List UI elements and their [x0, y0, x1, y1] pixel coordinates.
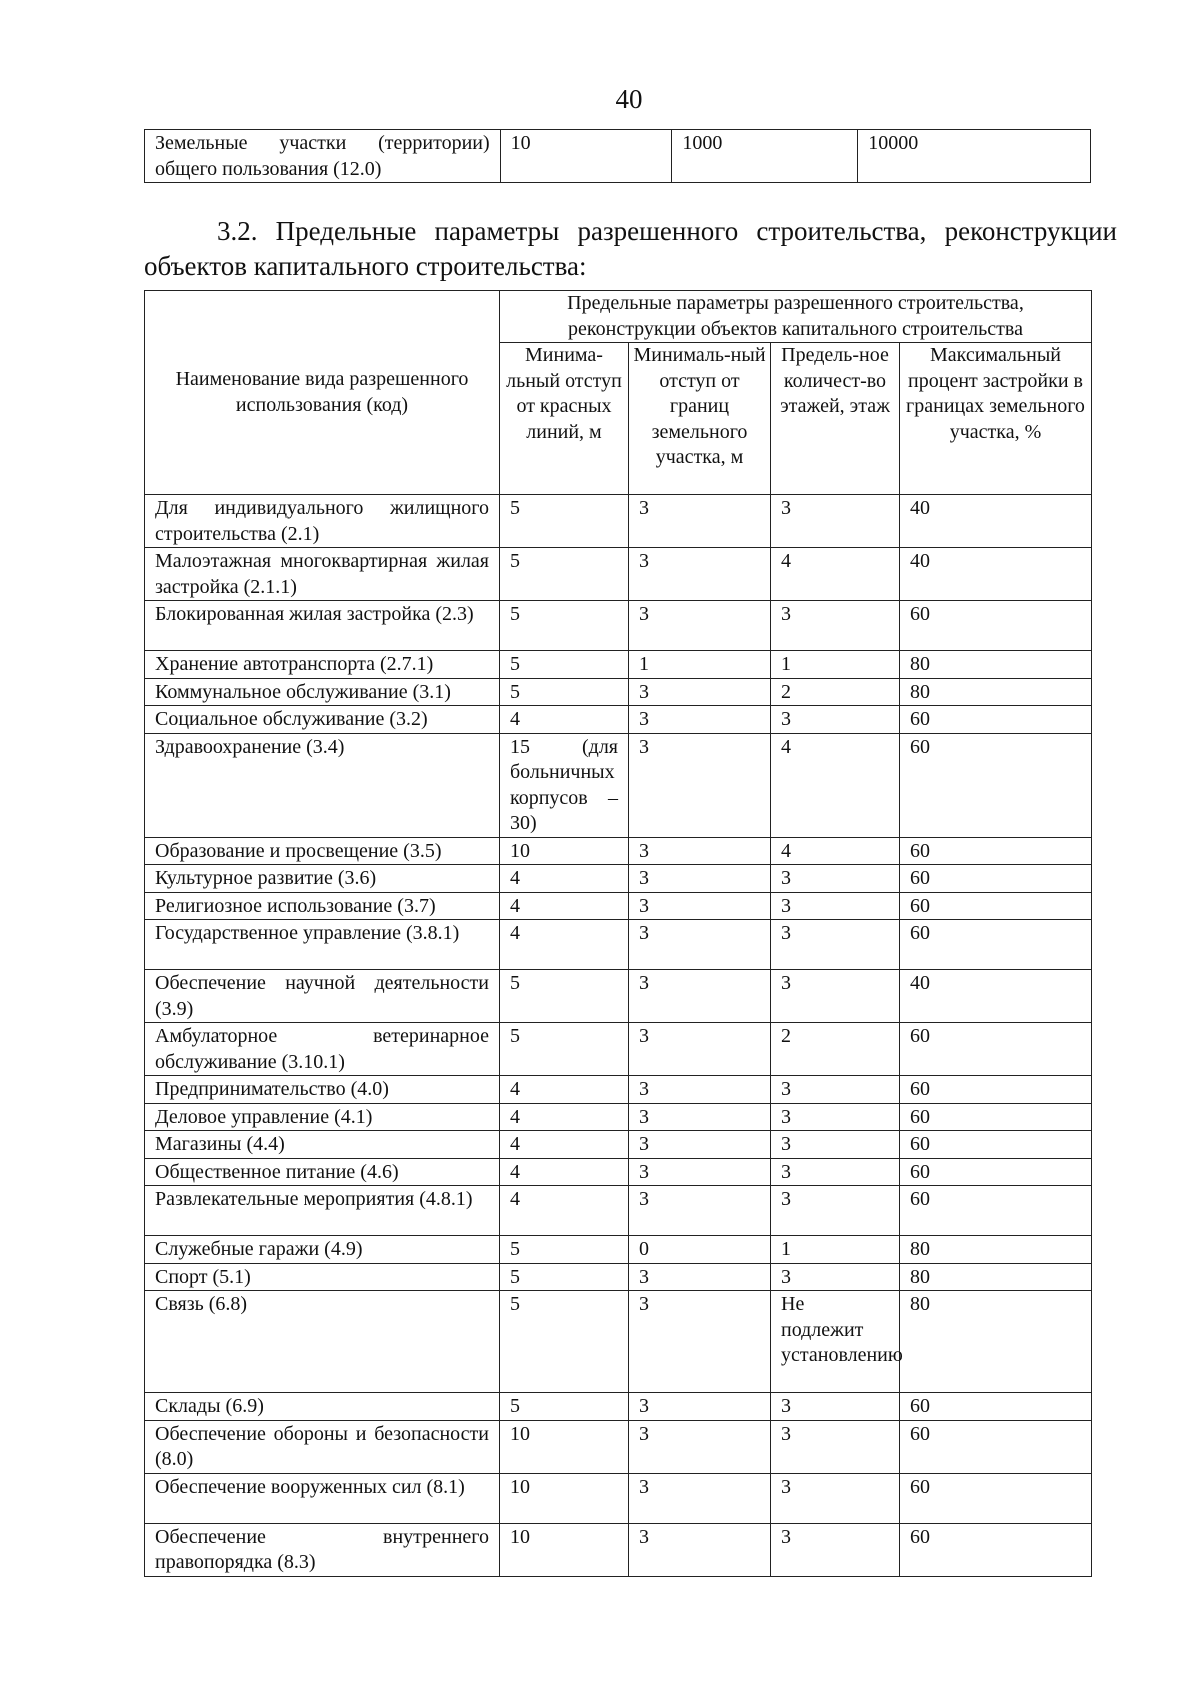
- cell-value: 4: [771, 837, 900, 865]
- cell-value: 5: [500, 1291, 629, 1393]
- cell-value: 3: [629, 892, 771, 920]
- table-row: [145, 892, 1092, 920]
- cell-name: Земельные участки (территории) общего пользования (12.0): [145, 130, 501, 183]
- cell-value: 3: [771, 601, 900, 651]
- cell-value: 15 (для больничных корпусов – 30): [500, 733, 629, 837]
- table-row: [145, 1393, 1092, 1421]
- header-min-red-line: Минима-льный отступ от красных линий, м: [500, 343, 629, 495]
- table-row: [145, 865, 1092, 893]
- cell-use-name: Спорт (5.1): [145, 1263, 500, 1291]
- cell-value: 1: [771, 651, 900, 679]
- cell-value: 3: [629, 706, 771, 734]
- cell-value: 3: [629, 1420, 771, 1473]
- cell-value: 4: [500, 865, 629, 893]
- table-row: [145, 1236, 1092, 1264]
- cell-use-name: Обеспечение научной деятельности (3.9): [145, 970, 500, 1023]
- header-max-floors: Предель-ное количест-во этажей, этаж: [771, 343, 900, 495]
- cell-value: 60: [900, 1420, 1092, 1473]
- cell-value: 3: [629, 1263, 771, 1291]
- table-row: [145, 548, 1092, 601]
- cell-value: 3: [629, 837, 771, 865]
- table-header-row: [145, 291, 1092, 343]
- cell-value: 60: [900, 1393, 1092, 1421]
- cell-value: 5: [500, 970, 629, 1023]
- cell-value: 3: [771, 865, 900, 893]
- cell-value: 1000: [672, 130, 858, 183]
- cell-value: 60: [900, 601, 1092, 651]
- table-row: [145, 706, 1092, 734]
- cell-use-name: Обеспечение вооруженных сил (8.1): [145, 1473, 500, 1523]
- cell-use-name: Образование и просвещение (3.5): [145, 837, 500, 865]
- cell-use-name: Социальное обслуживание (3.2): [145, 706, 500, 734]
- cell-value: 60: [900, 920, 1092, 970]
- table-row: [145, 1186, 1092, 1236]
- cell-value: 4: [500, 1103, 629, 1131]
- cell-value: 40: [900, 495, 1092, 548]
- table-row: [145, 1291, 1092, 1393]
- cell-use-name: Культурное развитие (3.6): [145, 865, 500, 893]
- cell-value: 60: [900, 865, 1092, 893]
- table-row: [145, 970, 1092, 1023]
- header-name-column: Наименование вида разрешенного использования (код): [145, 291, 500, 495]
- cell-value: 3: [629, 1473, 771, 1523]
- cell-use-name: Магазины (4.4): [145, 1131, 500, 1159]
- cell-value: 40: [900, 548, 1092, 601]
- cell-value: 3: [771, 1393, 900, 1421]
- cell-value: 4: [500, 1158, 629, 1186]
- cell-value: 10: [500, 1420, 629, 1473]
- cell-value: 60: [900, 1473, 1092, 1523]
- cell-value: 4: [500, 892, 629, 920]
- table-row: [145, 1103, 1092, 1131]
- table-row: [145, 1523, 1092, 1576]
- cell-use-name: Общественное питание (4.6): [145, 1158, 500, 1186]
- cell-value: 2: [771, 678, 900, 706]
- cell-value: 60: [900, 1186, 1092, 1236]
- cell-value: Не подлежит установлению: [771, 1291, 900, 1393]
- cell-value: 10: [500, 1473, 629, 1523]
- cell-value: 3: [771, 495, 900, 548]
- header-max-coverage: Максимальный процент застройки в границах земельного участка, %: [900, 343, 1092, 495]
- cell-use-name: Обеспечение обороны и безопасности (8.0): [145, 1420, 500, 1473]
- table-row: [145, 495, 1092, 548]
- cell-value: 3: [629, 1158, 771, 1186]
- cell-value: 4: [500, 1186, 629, 1236]
- cell-value: 3: [629, 1523, 771, 1576]
- cell-value: 3: [771, 1103, 900, 1131]
- cell-value: 3: [771, 706, 900, 734]
- cell-use-name: Связь (6.8): [145, 1291, 500, 1393]
- cell-value: 5: [500, 1023, 629, 1076]
- cell-value: 80: [900, 678, 1092, 706]
- cell-value: 3: [629, 678, 771, 706]
- cell-value: 60: [900, 837, 1092, 865]
- cell-value: 10: [500, 1523, 629, 1576]
- cell-use-name: Обеспечение внутреннего правопорядка (8.3): [145, 1523, 500, 1576]
- cell-value: 5: [500, 1393, 629, 1421]
- cell-use-name: Государственное управление (3.8.1): [145, 920, 500, 970]
- cell-value: 60: [900, 1158, 1092, 1186]
- table-row: [145, 678, 1092, 706]
- cell-value: 60: [900, 1103, 1092, 1131]
- cell-use-name: Деловое управление (4.1): [145, 1103, 500, 1131]
- cell-value: 3: [629, 1076, 771, 1104]
- cell-value: 80: [900, 1291, 1092, 1393]
- cell-value: 5: [500, 651, 629, 679]
- cell-value: 3: [771, 1473, 900, 1523]
- table-row: [145, 130, 1091, 183]
- cell-value: 60: [900, 1523, 1092, 1576]
- cell-use-name: Религиозное использование (3.7): [145, 892, 500, 920]
- cell-value: 5: [500, 1236, 629, 1264]
- cell-value: 4: [500, 706, 629, 734]
- table-row: [145, 1158, 1092, 1186]
- cell-value: 3: [629, 970, 771, 1023]
- section-heading: 3.2. Предельные параметры разрешенного строительства, реконструкции объектов капитального строительства:: [144, 216, 1117, 281]
- cell-value: 3: [629, 920, 771, 970]
- header-min-boundary: Минималь-ный отступ от границ земельного участка, м: [629, 343, 771, 495]
- cell-value: 3: [771, 1076, 900, 1104]
- cell-value: 2: [771, 1023, 900, 1076]
- cell-value: 60: [900, 1131, 1092, 1159]
- cell-value: 3: [771, 1523, 900, 1576]
- cell-value: 5: [500, 548, 629, 601]
- cell-value: 5: [500, 678, 629, 706]
- cell-value: 3: [771, 1158, 900, 1186]
- parameters-table: [144, 290, 1092, 1577]
- cell-value: 10: [500, 837, 629, 865]
- cell-value: 60: [900, 733, 1092, 837]
- cell-value: 5: [500, 495, 629, 548]
- cell-value: 3: [771, 1420, 900, 1473]
- cell-value: 3: [629, 495, 771, 548]
- table-row: [145, 601, 1092, 651]
- table-row: [145, 1076, 1092, 1104]
- table-row: [145, 1263, 1092, 1291]
- cell-use-name: Хранение автотранспорта (2.7.1): [145, 651, 500, 679]
- cell-use-name: Служебные гаражи (4.9): [145, 1236, 500, 1264]
- cell-value: 80: [900, 1263, 1092, 1291]
- cell-use-name: Здравоохранение (3.4): [145, 733, 500, 837]
- cell-value: 60: [900, 706, 1092, 734]
- cell-value: 10000: [858, 130, 1091, 183]
- previous-table-fragment: [144, 129, 1091, 183]
- cell-value: 1: [771, 1236, 900, 1264]
- cell-value: 0: [629, 1236, 771, 1264]
- table-row: [145, 651, 1092, 679]
- cell-value: 3: [771, 1263, 900, 1291]
- cell-value: 3: [771, 892, 900, 920]
- cell-use-name: Развлекательные мероприятия (4.8.1): [145, 1186, 500, 1236]
- cell-use-name: Амбулаторное ветеринарное обслуживание (3.10.1): [145, 1023, 500, 1076]
- cell-value: 1: [629, 651, 771, 679]
- cell-use-name: Склады (6.9): [145, 1393, 500, 1421]
- cell-value: 3: [629, 1023, 771, 1076]
- cell-value: 3: [771, 970, 900, 1023]
- page-number: 40: [615, 84, 643, 114]
- table-row: [145, 1473, 1092, 1523]
- table-row: [145, 1131, 1092, 1159]
- table-row: [145, 837, 1092, 865]
- cell-value: 10: [500, 130, 672, 183]
- cell-value: 60: [900, 892, 1092, 920]
- cell-use-name: Коммунальное обслуживание (3.1): [145, 678, 500, 706]
- cell-value: 4: [500, 1131, 629, 1159]
- cell-value: 40: [900, 970, 1092, 1023]
- cell-value: 3: [629, 1291, 771, 1393]
- table-row: [145, 733, 1092, 837]
- table-row: [145, 1420, 1092, 1473]
- cell-value: 3: [629, 1103, 771, 1131]
- cell-value: 4: [771, 733, 900, 837]
- cell-value: 3: [629, 1186, 771, 1236]
- cell-value: 80: [900, 1236, 1092, 1264]
- cell-use-name: Предпринимательство (4.0): [145, 1076, 500, 1104]
- cell-use-name: Блокированная жилая застройка (2.3): [145, 601, 500, 651]
- cell-value: 4: [771, 548, 900, 601]
- cell-use-name: Для индивидуального жилищного строительства (2.1): [145, 495, 500, 548]
- cell-value: 4: [500, 1076, 629, 1104]
- cell-value: 4: [500, 920, 629, 970]
- header-group: Предельные параметры разрешенного строительства, реконструкции объектов капитального строительства: [500, 291, 1092, 343]
- cell-value: 5: [500, 601, 629, 651]
- cell-value: 60: [900, 1076, 1092, 1104]
- cell-use-name: Малоэтажная многоквартирная жилая застройка (2.1.1): [145, 548, 500, 601]
- table-row: [145, 1023, 1092, 1076]
- cell-value: 3: [629, 865, 771, 893]
- cell-value: 3: [629, 733, 771, 837]
- cell-value: 3: [629, 601, 771, 651]
- cell-value: 80: [900, 651, 1092, 679]
- cell-value: 5: [500, 1263, 629, 1291]
- table-row: [145, 920, 1092, 970]
- cell-value: 3: [629, 1393, 771, 1421]
- cell-value: 3: [629, 1131, 771, 1159]
- cell-value: 3: [771, 1131, 900, 1159]
- cell-value: 3: [771, 1186, 900, 1236]
- cell-value: 3: [629, 548, 771, 601]
- cell-value: 3: [771, 920, 900, 970]
- cell-value: 60: [900, 1023, 1092, 1076]
